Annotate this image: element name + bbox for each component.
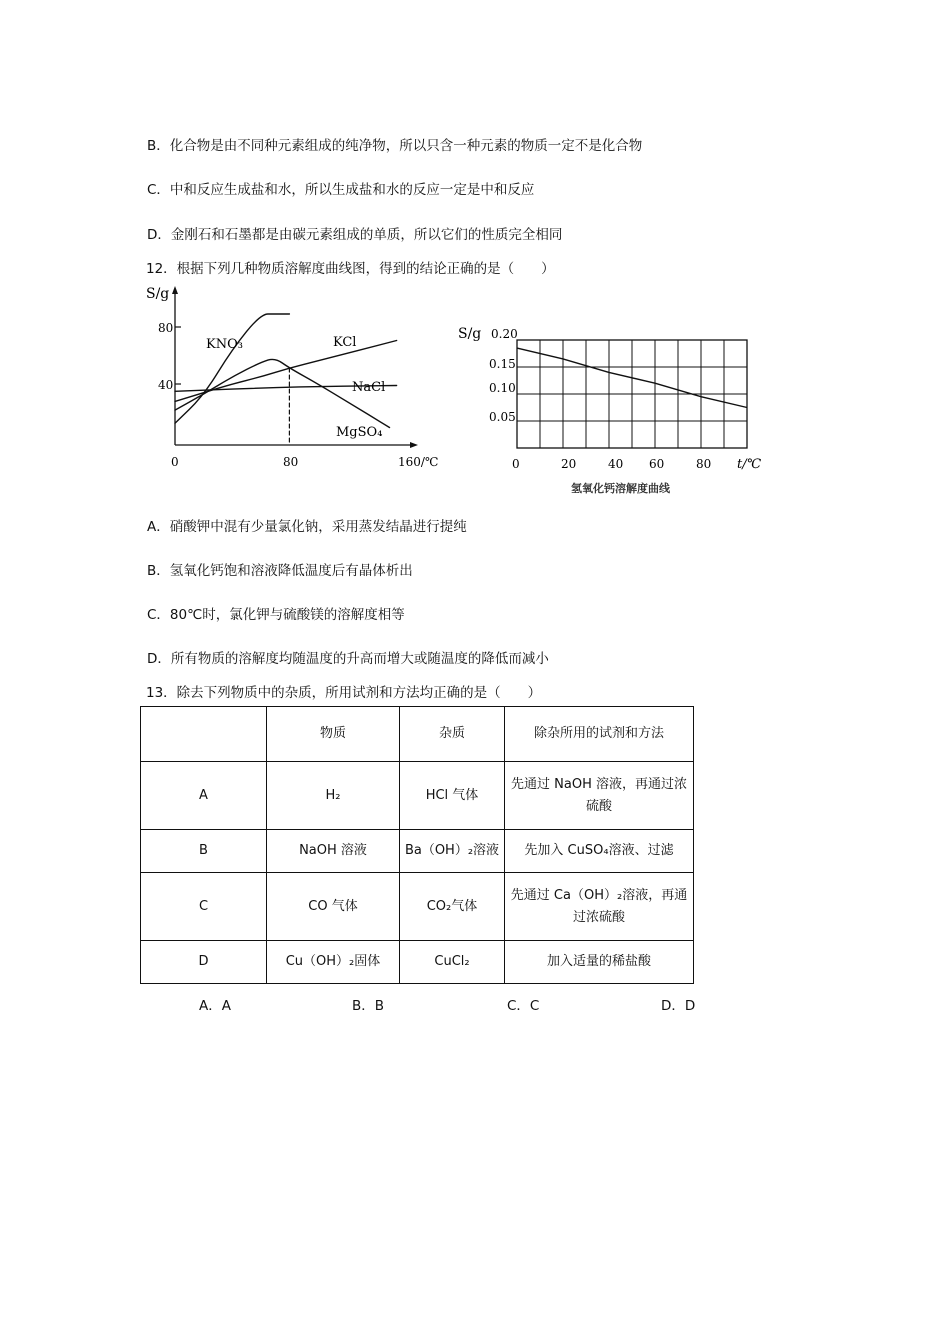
- table-cell: CO₂气体: [400, 873, 505, 941]
- label-nacl: NaCl: [352, 380, 386, 395]
- right-xtick-60: 60: [649, 457, 665, 471]
- q12-option-c: C．80℃时，氯化钾与硫酸镁的溶解度相等: [147, 607, 405, 623]
- table-header-cell: 物质: [267, 707, 400, 762]
- label-kcl: KCl: [333, 335, 357, 350]
- y-axis-arrow: [172, 286, 178, 294]
- q13-choice-a: A．A: [199, 998, 231, 1014]
- table-row: [141, 941, 694, 984]
- right-ytick-005: 0.05: [489, 410, 516, 424]
- table-cell: C: [141, 873, 267, 941]
- left-xtick-0: 0: [171, 455, 179, 469]
- q13-stem: 13．除去下列物质中的杂质，所用试剂和方法均正确的是（ ）: [146, 685, 542, 701]
- table-cell: 先通过 Ca（OH）₂溶液，再通过浓硫酸: [505, 873, 694, 941]
- left-xtick-160: 160/℃: [398, 455, 439, 469]
- table-cell: 加入适量的稀盐酸: [505, 941, 694, 984]
- table-header-cell: 杂质: [400, 707, 505, 762]
- right-xtick-20: 20: [561, 457, 577, 471]
- q11-option-b: B．化合物是由不同种元素组成的纯净物，所以只含一种元素的物质一定不是化合物: [147, 138, 643, 154]
- q13-table: [140, 706, 694, 984]
- label-mgso4: MgSO₄: [336, 425, 383, 440]
- left-ytick-40: 40: [158, 378, 174, 392]
- q12-option-a: A．硝酸钾中混有少量氯化钠，采用蒸发结晶进行提纯: [147, 519, 467, 535]
- left-ylabel: S/g: [146, 286, 170, 302]
- right-xtick-80: 80: [696, 457, 712, 471]
- table-cell: B: [141, 830, 267, 873]
- x-axis-arrow: [410, 442, 418, 448]
- q13-choice-c: C．C: [507, 998, 540, 1014]
- q12-option-b: B．氢氧化钙饱和溶液降低温度后有晶体析出: [147, 563, 413, 579]
- q11-option-c: C．中和反应生成盐和水，所以生成盐和水的反应一定是中和反应: [147, 182, 535, 198]
- right-ytick-010: 0.10: [489, 381, 516, 395]
- solubility-chart-right: [455, 320, 775, 500]
- right-xtick-40: 40: [608, 457, 624, 471]
- left-xtick-80: 80: [283, 455, 299, 469]
- right-ytick-015: 0.15: [489, 357, 516, 371]
- right-caption: 氢氧化钙溶解度曲线: [571, 482, 670, 495]
- table-cell: HCl 气体: [400, 762, 505, 830]
- table-cell: 先通过 NaOH 溶液，再通过浓硫酸: [505, 762, 694, 830]
- table-cell: Ba（OH）₂溶液: [400, 830, 505, 873]
- solubility-chart-left: [140, 282, 439, 472]
- table-header-row: [141, 707, 694, 762]
- table-cell: NaOH 溶液: [267, 830, 400, 873]
- table-cell: CuCl₂: [400, 941, 505, 984]
- table-header-cell: 除杂所用的试剂和方法: [505, 707, 694, 762]
- right-xlabel: t/℃: [737, 457, 762, 472]
- table-row: [141, 830, 694, 873]
- table-cell: 先加入 CuSO₄溶液、过滤: [505, 830, 694, 873]
- right-ylabel: S/g: [458, 326, 482, 342]
- table-cell: Cu（OH）₂固体: [267, 941, 400, 984]
- table-cell: A: [141, 762, 267, 830]
- table-row: [141, 873, 694, 941]
- curve-KNO₃: [175, 314, 289, 423]
- q11-option-d: D．金刚石和石墨都是由碳元素组成的单质，所以它们的性质完全相同: [147, 227, 563, 243]
- right-xtick-0: 0: [512, 457, 520, 471]
- q13-choice-d: D．D: [661, 998, 696, 1014]
- table-cell: D: [141, 941, 267, 984]
- left-ytick-80: 80: [158, 321, 174, 335]
- table-header-cell: [141, 707, 267, 762]
- table-cell: CO 气体: [267, 873, 400, 941]
- label-kno3: KNO₃: [206, 337, 243, 352]
- table-cell: H₂: [267, 762, 400, 830]
- q12-option-d: D．所有物质的溶解度均随温度的升高而增大或随温度的降低而减小: [147, 651, 549, 667]
- q12-stem: 12．根据下列几种物质溶解度曲线图，得到的结论正确的是（ ）: [146, 261, 555, 277]
- right-ytick-020: 0.20: [491, 327, 518, 341]
- q13-choice-b: B．B: [352, 998, 385, 1014]
- table-row: [141, 762, 694, 830]
